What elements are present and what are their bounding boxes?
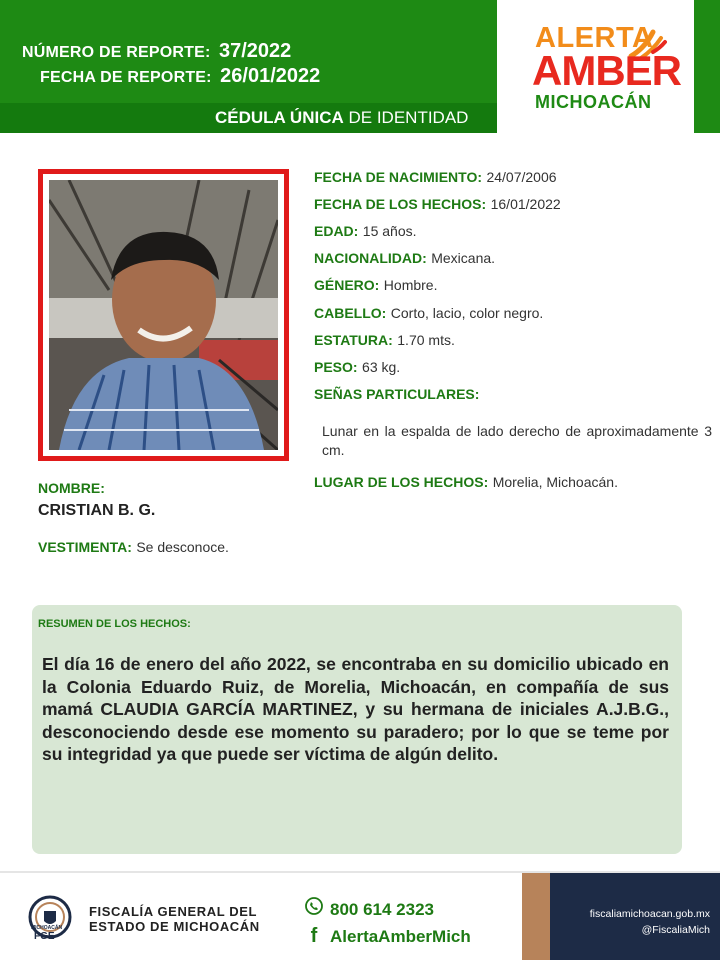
detail-label: EDAD: [314, 223, 359, 239]
detail-label: ESTATURA: [314, 332, 393, 348]
detail-label: CABELLO: [314, 305, 387, 321]
footer-tan-bar [522, 873, 550, 960]
report-date: 26/01/2022 [220, 65, 321, 87]
detail-label: FECHA DE LOS HECHOS: [314, 196, 487, 212]
footer-navy-panel [550, 873, 720, 960]
header-right-edge [694, 0, 720, 133]
detail-label: PESO: [314, 359, 358, 375]
cedula-title-bold: CÉDULA ÚNICA [215, 108, 344, 127]
detail-row [314, 359, 400, 377]
phone-icon [304, 897, 324, 920]
org-name-line2: ESTADO DE MICHOACÁN [89, 919, 260, 934]
detail-row [314, 277, 437, 295]
clothing-value: Se desconoce. [136, 539, 229, 555]
detail-value: Hombre. [383, 277, 438, 293]
lugar-label: LUGAR DE LOS HECHOS: [314, 474, 489, 490]
detail-row [314, 169, 557, 187]
report-number: 37/2022 [218, 40, 292, 62]
detail-value: 1.70 mts. [397, 332, 455, 348]
detail-label: NACIONALIDAD: [314, 250, 427, 266]
report-header [0, 0, 720, 133]
detail-value: Corto, lacio, color negro. [390, 305, 544, 321]
detail-value: 16/01/2022 [490, 196, 561, 212]
detail-value: 24/07/2006 [486, 169, 557, 185]
name-label: NOMBRE: [38, 480, 105, 496]
clothing-label: VESTIMENTA: [38, 539, 132, 555]
detail-row [314, 305, 543, 323]
lugar-value: Morelia, Michoacán. [492, 474, 618, 490]
logo-michoacan: MICHOACÁN [535, 92, 652, 112]
detail-row [314, 250, 495, 268]
alerta-amber-logo [497, 0, 694, 133]
logo-amber: AMBER [532, 47, 681, 94]
report-date-line [40, 65, 320, 88]
senas-text: Lunar en la espalda de lado derecho de aproximadamente 3 cm. [322, 423, 712, 458]
lugar-row [314, 474, 618, 492]
clothing-line [38, 539, 229, 557]
report-date-label: FECHA DE REPORTE: [40, 69, 212, 86]
detail-value: 63 kg. [362, 359, 401, 375]
cedula-title-rest: DE IDENTIDAD [348, 108, 469, 127]
report-number-label: NÚMERO DE REPORTE: [22, 44, 211, 61]
seal-text: FGE [34, 931, 55, 942]
phone-number: 800 614 2323 [330, 900, 434, 919]
facebook-handle: AlertaAmberMich [330, 927, 471, 946]
org-name-line1: FISCALÍA GENERAL DEL [89, 904, 258, 919]
seal-sub: MICHOACÁN [31, 925, 63, 931]
missing-person-photo-frame [38, 169, 289, 461]
footer [0, 871, 720, 960]
logo-alerta: ALERTA [535, 22, 654, 54]
summary-text: El día 16 de enero del año 2022, se encontraba en su domicilio ubicado en la Colonia Eduardo Ruiz, de Morelia, Michoacán, en compañía de sus mamá CLAUDIA GARCÍA MARTINEZ, y su hermana de iniciales A.J.B.G., desconociendo desde ese momento su paradero; por lo que se teme por su integridad ya que puede ser víctima de algún delito. [42, 654, 669, 764]
website-link[interactable]: fiscaliamichoacan.gob.mx [589, 908, 710, 920]
cedula-title [215, 108, 468, 128]
detail-value: 15 años. [362, 223, 417, 239]
detail-row [314, 332, 455, 350]
org-name [89, 904, 260, 934]
senas-label: SEÑAS PARTICULARES: [314, 386, 480, 402]
summary-title: RESUMEN DE LOS HECHOS: [38, 618, 191, 630]
missing-person-photo [49, 180, 278, 450]
detail-label: FECHA DE NACIMIENTO: [314, 169, 482, 185]
facebook-icon: f [310, 925, 318, 947]
detail-row [314, 196, 561, 214]
person-name: CRISTIAN B. G. [38, 502, 156, 519]
twitter-handle[interactable]: @FiscaliaMich [641, 924, 710, 936]
detail-row [314, 223, 417, 241]
phone-contact[interactable] [304, 897, 434, 920]
facebook-contact[interactable] [304, 925, 471, 948]
report-number-line [22, 40, 291, 63]
detail-value: Mexicana. [431, 250, 496, 266]
summary-box [32, 605, 682, 854]
detail-label: GÉNERO: [314, 277, 380, 293]
